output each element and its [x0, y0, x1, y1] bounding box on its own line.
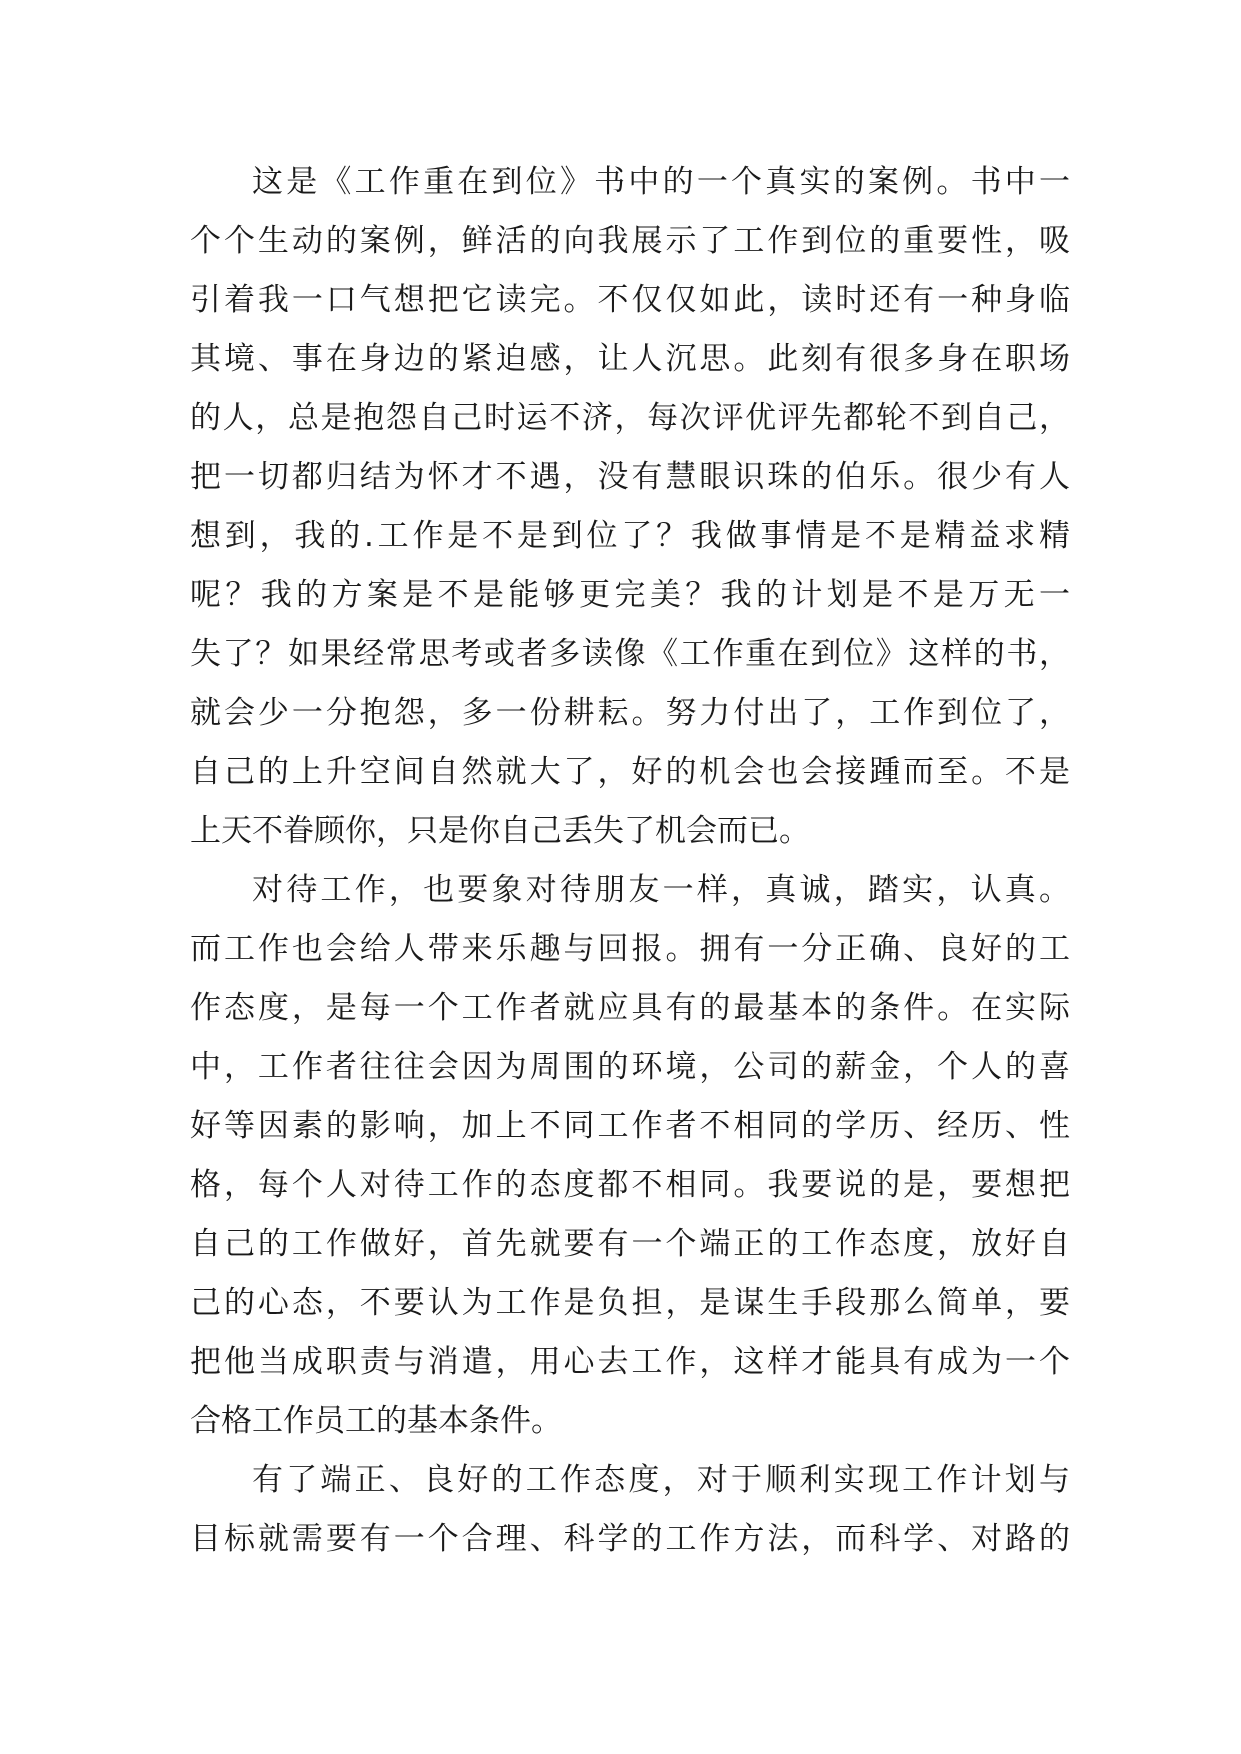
text-line: 合格工作员工的基本条件。 [190, 1403, 562, 1439]
text-line: 其境、事在身边的紧迫感，让人沉思。此刻有很多身在职场 [190, 341, 1070, 377]
text-line: 失了？如果经常思考或者多读像《工作重在到位》这样的书， [190, 636, 1070, 672]
text-line: 中，工作者往往会因为周围的环境，公司的薪金，个人的喜 [190, 1049, 1070, 1085]
text-line: 就会少一分抱怨，多一份耕耘。努力付出了，工作到位了， [190, 695, 1070, 731]
text-line: 对待工作，也要象对待朋友一样，真诚，踏实，认真。 [252, 872, 1070, 908]
text-line: 自己的工作做好，首先就要有一个端正的工作态度，放好自 [190, 1226, 1070, 1262]
text-line: 的人，总是抱怨自己时运不济，每次评优评先都轮不到自己， [190, 400, 1070, 436]
text-line: 而工作也会给人带来乐趣与回报。拥有一分正确、良好的工 [190, 931, 1070, 967]
text-line: 把一切都归结为怀才不遇，没有慧眼识珠的伯乐。很少有人 [190, 459, 1070, 495]
text-line: 把他当成职责与消遣，用心去工作，这样才能具有成为一个 [190, 1344, 1070, 1380]
text-line: 作态度，是每一个工作者就应具有的最基本的条件。在实际 [190, 990, 1070, 1026]
text-line: 想到，我的.工作是不是到位了？我做事情是不是精益求精 [190, 518, 1070, 554]
text-line: 有了端正、良好的工作态度，对于顺利实现工作计划与 [252, 1462, 1070, 1498]
text-line: 这是《工作重在到位》书中的一个真实的案例。书中一 [252, 164, 1070, 200]
text-line: 呢？我的方案是不是能够更完美？我的计划是不是万无一 [190, 577, 1070, 613]
text-line: 好等因素的影响，加上不同工作者不相同的学历、经历、性 [190, 1108, 1070, 1144]
text-line: 己的心态，不要认为工作是负担，是谋生手段那么简单，要 [190, 1285, 1070, 1321]
text-line: 引着我一口气想把它读完。不仅仅如此，读时还有一种身临 [190, 282, 1070, 318]
text-line: 自己的上升空间自然就大了，好的机会也会接踵而至。不是 [190, 754, 1070, 790]
text-line: 格，每个人对待工作的态度都不相同。我要说的是，要想把 [190, 1167, 1070, 1203]
text-line: 个个生动的案例，鲜活的向我展示了工作到位的重要性，吸 [190, 223, 1070, 259]
text-line: 上天不眷顾你，只是你自己丢失了机会而已。 [190, 813, 810, 849]
text-line: 目标就需要有一个合理、科学的工作方法，而科学、对路的 [190, 1521, 1070, 1557]
